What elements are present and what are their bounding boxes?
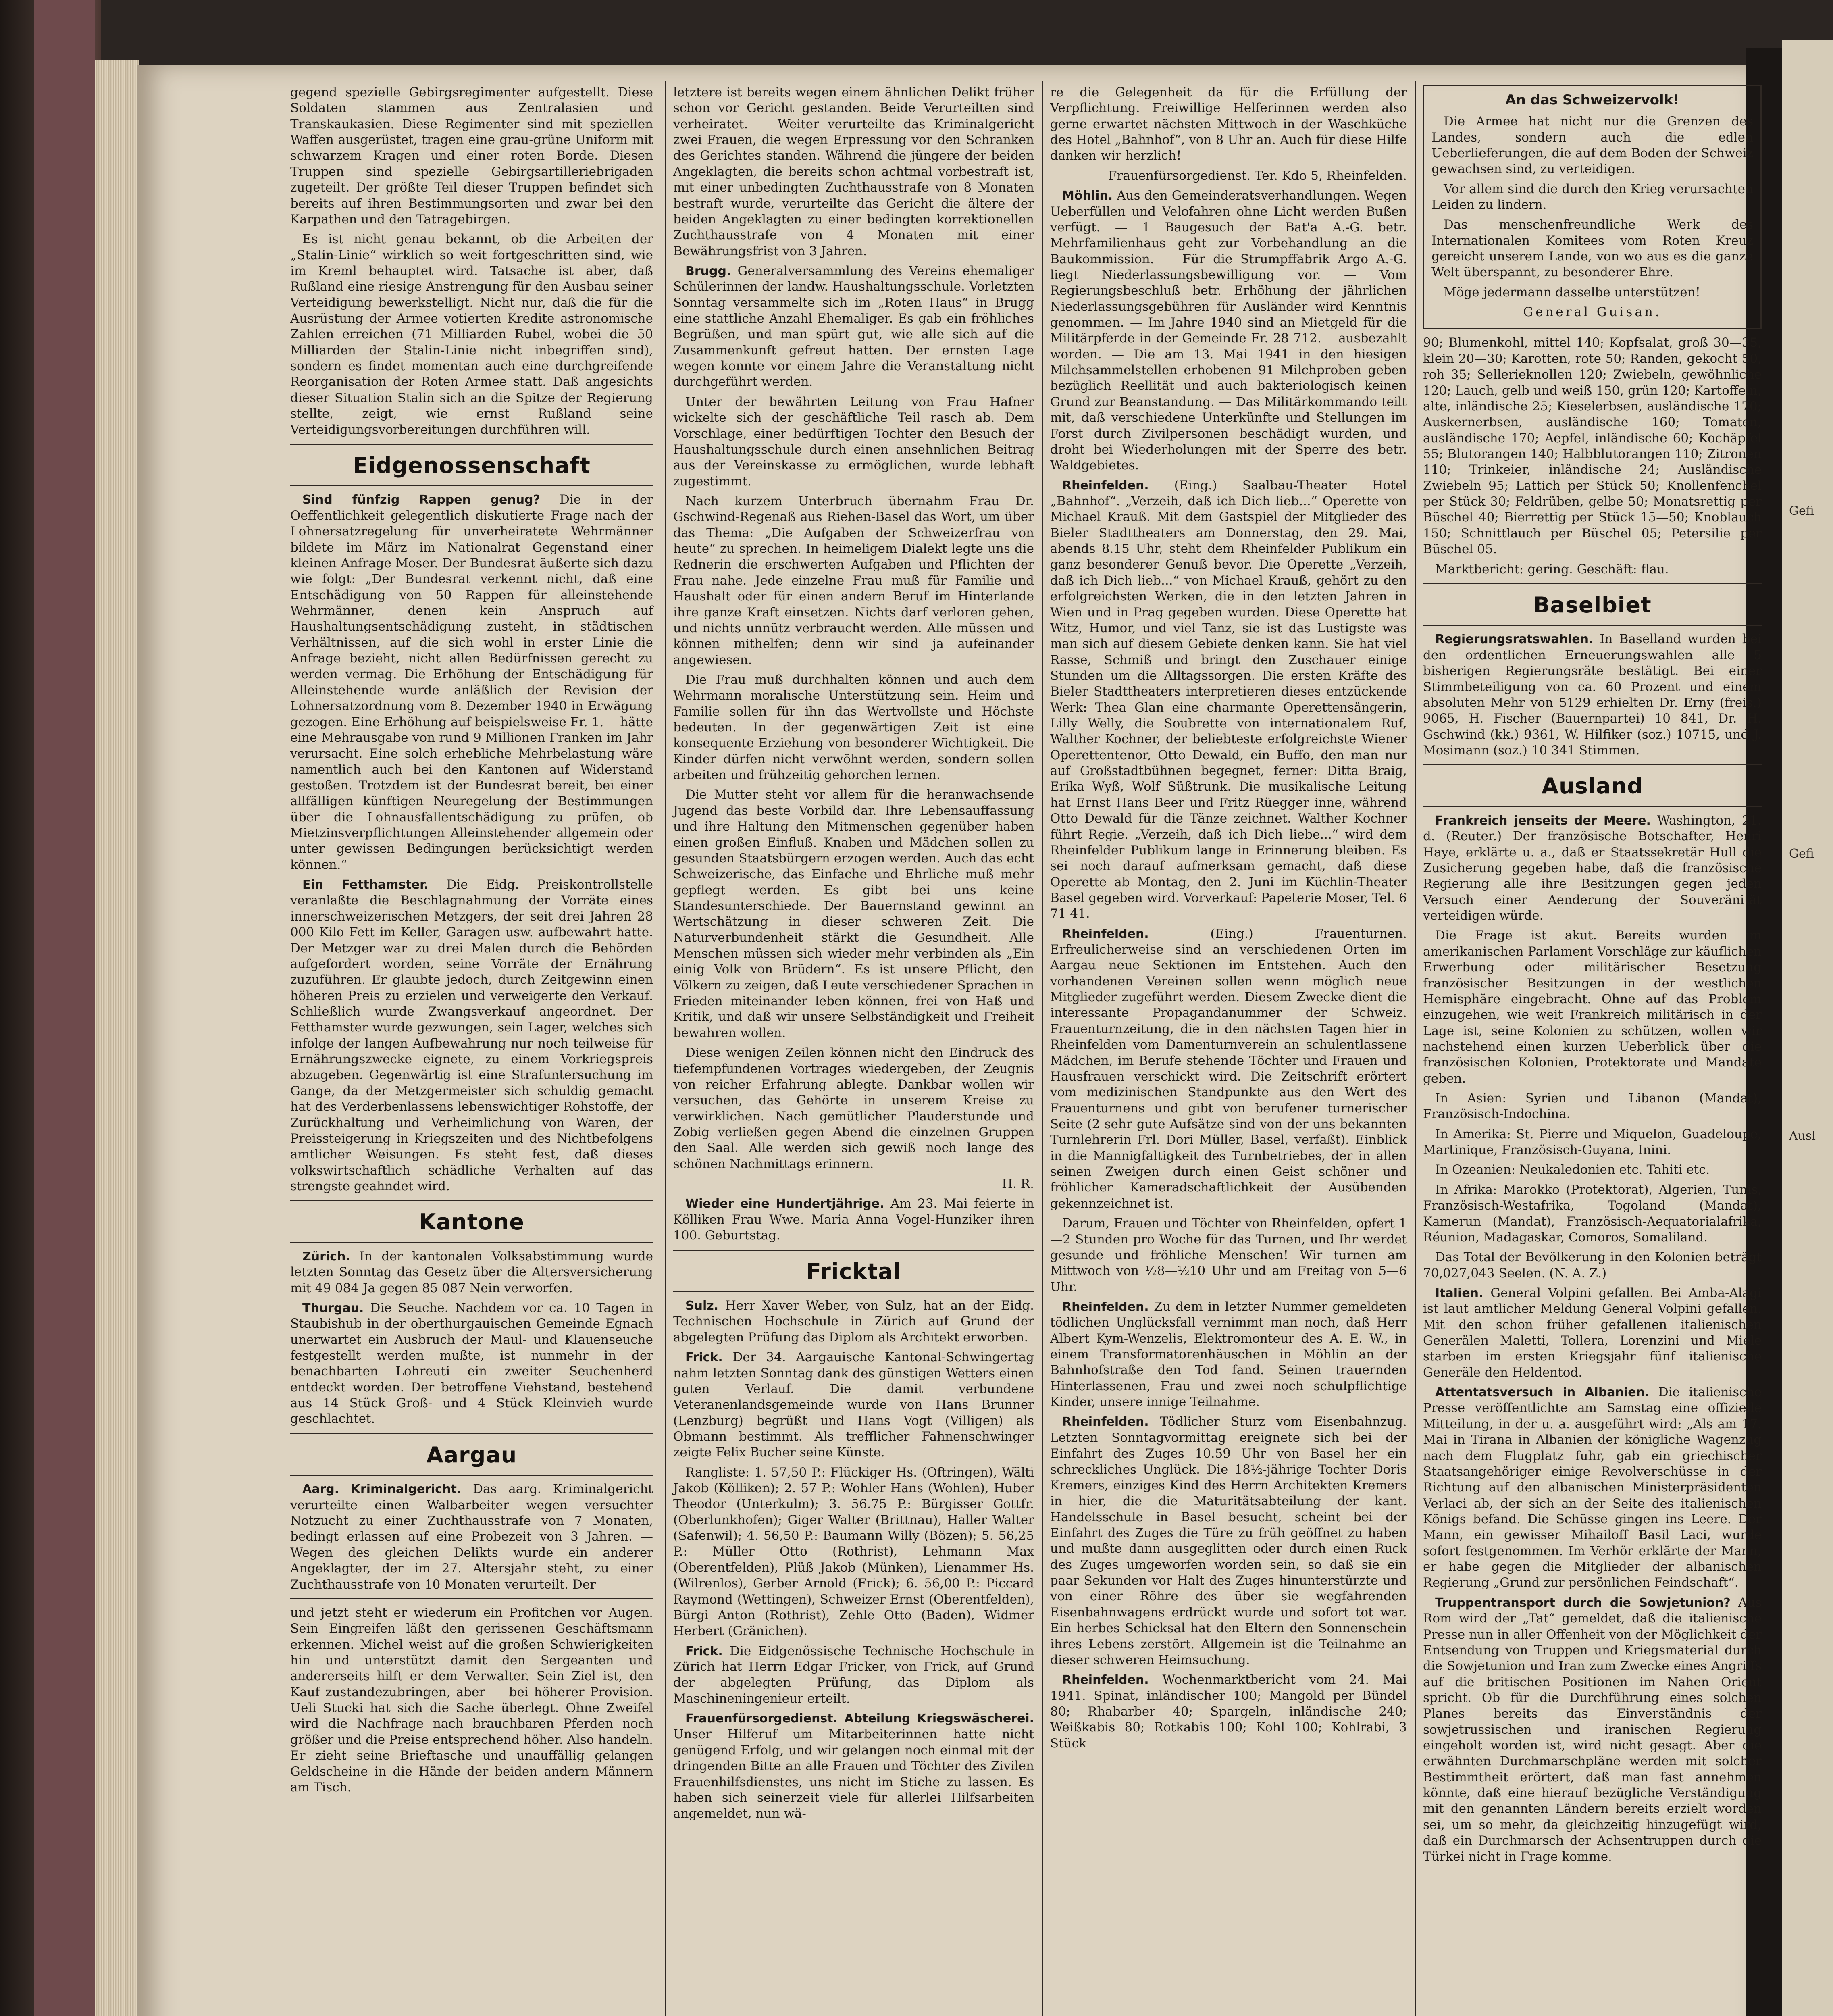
article-lead: Frankreich jenseits der Meere. xyxy=(1435,813,1651,828)
article-lead: Rheinfelden. xyxy=(1062,1415,1149,1429)
paragraph: Darum, Frauen und Töchter von Rheinfelden, opfert 1—2 Stunden pro Woche für das Turnen, und Ihr werdet gesunde und fröhliche Menschen! Wir turnen am Mittwoch von ½8—½10 Uhr und am Freitag von 5—6 Uhr. xyxy=(1050,1216,1407,1294)
page-stack-edge xyxy=(95,60,139,2016)
article-text: In Baselland wurden bei den ordentlichen Erneuerungswahlen alle 5 bisherigen Regierungsräte bestätigt. Bei einer Stimmbeteiligung von ca. 60 Prozent und einem absoluten Mehr von 5129 erhielten Dr. Erny (freis.) 9065, H. Fischer (Bauernpartei) 10 841, Dr. H. Gschwind (kk.) 9361, W. Hilfiker (soz.) 10715, und J. Mosimann (soz.) 10 341 Stimmen. xyxy=(1423,632,1762,758)
column-rule xyxy=(1042,81,1043,2016)
paragraph: In Amerika: St. Pierre und Miquelon, Guadeloupe, Martinique, Französisch-Guyana, Inini. xyxy=(1423,1127,1762,1158)
paragraph: Nach kurzem Unterbruch übernahm Frau Dr. Gschwind-Regenaß aus Riehen-Basel das Wort, um über das Thema: „Die Aufgaben der Schweizerfrau von heute“ zu sprechen. In heimeligem Dialekt legte uns die Rednerin die erschwerten Aufgaben und Pflichten der Frau nahe. Jede einzelne Frau muß für Familie und Haushalt oder für einen andern Beruf im Hinterlande ihre ganze Kraft einsetzen. Nichts darf verloren gehen, und nichts unnütz verbraucht werden. Alle müssen und können mithelfen; denn wir sind ja aufeinander angewiesen. xyxy=(673,494,1034,667)
divider xyxy=(1423,764,1762,765)
divider xyxy=(290,1475,653,1476)
paragraph: Das menschenfreundliche Werk des Internationalen Komitees vom Roten Kreuz gereicht unserem Lande, von wo aus es die ganze Welt überspannt, zu besonderer Ehre. xyxy=(1431,217,1753,280)
article-text: (Eing.) Saalbau-Theater Hotel „Bahnhof“. „Verzeih, daß ich Dich lieb...“ Operette von Michael Krauß. Mit dem Gastspiel der Mitglieder des Bieler Stadttheaters am Donnerstag, den 29. Mai, abends 8.15 Uhr, steht dem Rheinfelder Publikum ein ganz besonderer Genuß bevor. Die Operette „Verzeih, daß ich Dich lieb...“ von Michael Krauß, gehört zu den erfolgreichsten Werken, die in den letzten Jahren in Wien und in Prag gegeben wurden. Diese Operette hat Witz, Humor, und viel Tanz, sie ist das Lustigste was man sich auf diesem Gebiete denken kann. Sie hat viel Rasse, Schmiß und bringt den Zuschauer einige Stunden um die Alltagssorgen. Die ersten Kräfte des Bieler Stadttheaters interpretieren dieses entzückende Werk: Thea Glan eine charmante Operettensängerin, Lilly Welly, die Soubrette von internationalem Ruf, Walther Kochner, der beliebteste erfolgreichste Wiener Operettentenor, Otto Dewald, ein Buffo, den man nur auf Großstadtbühnen begegnet, ferner: Ditta Braig, Erika Wyß, Wolf Süßtrunk. Die musikalische Leitung hat Ernst Hans Beer und Fritz Rüegger inne, während Otto Dewald für die Tänze zeichnet. Walther Kochner führt Regie. „Verzeih, daß ich Dich liebe...“ wird dem Rheinfelder Publikum lange in Erinnerung bleiben. Es sei noch darauf aufmerksam gemacht, daß diese Operette ab Montag, den 2. Juni im Küchlin-Theater Basel gegeben wird. Vorverkauf: Papeterie Moser, Tel. 6 71 41. xyxy=(1050,478,1407,921)
article-text: (Eing.) Frauenturnen. Erfreulicherweise sind an verschiedenen Orten im Aargau neue Sektionen im Entstehen. Auch den vorhandenen Vereinen sollen wenn möglich neue Mitglieder zugeführt werden. Diesem Zwecke dient die interessante Propagandanummer der Schweiz. Frauenturnzeitung, die in den nächsten Tagen hier in Rheinfelden vom Damenturnverein an schulentlassene Mädchen, im Berufe stehende Töchter und Frauen und Hausfrauen verschickt wird. Die Zeitschrift erörtert vom medizinischen Standpunkte aus den Wert des Frauenturnens und gibt von berufener turnerischer Seite (2 sehr gute Aufsätze sind von der uns bekannten Turnlehrerin Frl. Dori Müller, Basel, verfaßt). Einblick in die Mannigfaltigkeit des Turnbetriebes, der in allen seinen Zweigen durch einen Geist schöner und fröhlicher Kameradschaftlichkeit der Ausübenden gekennzeichnet ist. xyxy=(1050,926,1407,1211)
article-text: Wochenmarktbericht vom 24. Mai 1941. Spinat, inländischer 100; Mangold per Bündel 80; Rhabarber 40; Spargeln, inländische 240; Weißkabis 80; Rotkabis 100; Kohl 100; Kohlrabi, 3 Stück xyxy=(1050,1672,1407,1751)
column-rule xyxy=(665,81,666,2016)
paragraph: und jetzt steht er wiederum ein Profitchen vor Augen. Sein Eingreifen läßt den gerissenen Geschäftsmann erkennen. Michel weist auf die großen Schwierigkeiten hin und unterstützt damit den Sergeanten und andererseits hilft er dem Verwalter. Sein Ziel ist, den Kauf zustandezubringen, aber — bei höherer Provision. Ueli Stucki hat sich die Sache überlegt. Ohne Zweifel wird die Nachfrage nach brauchbaren Pferden noch größer und die Preise entsprechend höher. Also handeln. Er zieht seine Brieftasche und unauffällig gelangen Geldscheine in die Hände der beiden andern Männern am Tisch. xyxy=(290,1605,653,1795)
paragraph: Möge jedermann dasselbe unterstützen! xyxy=(1444,285,1700,300)
article-text: Aus den Gemeinderatsverhandlungen. Wegen Ueberfüllen und Velofahren ohne Licht werden Bußen verfügt. — 1 Baugesuch der Bat'a A.-G. betr. Mehrfamilienhaus geht zur Vorbehandlung an die Baukommission. — Für die Strumpffabrik Argo A.-G. liegt Niederlassungsbewilligung vor. — Vom Regierungsbeschluß betr. Erhöhung der jährlichen Niederlassungsgebühren für Ausländer wird Kenntnis genommen. — Im Jahre 1940 sind an Mietgeld für die Militärpferde in der Gemeinde Fr. 28 712.— ausbezahlt worden. — Die am 13. Mai 1941 in den hiesigen Milchsammelstellen erhobenen 91 Milchproben geben bezüglich Reellität und auch bakteriologisch keinen Grund zur Beanstandung. — Das Militärkommando teilt mit, daß verschiedene Unterkünfte und Stellungen im Forst durch Zivilpersonen beschädigt wurden, und droht bei Wiederholungen mit der Sperre des betr. Waldgebietes. xyxy=(1050,188,1407,473)
article-lead: Frick. xyxy=(685,1644,723,1658)
author-signature: Frauenfürsorgedienst. Ter. Kdo 5, Rheinfelden. xyxy=(1108,168,1407,183)
paragraph: In Afrika: Marokko (Protektorat), Algerien, Tunis, Französisch-Westafrika, Togoland (Mandat), Kamerun (Mandat), Französisch-Aequatorialafrika, Réunion, Madagaskar, Comoros, Somaliland. xyxy=(1423,1182,1762,1245)
article-text: Die in der Oeffentlichkeit gelegentlich diskutierte Frage nach der Lohnersatzregelung für unverheiratete Wehrmänner bildete im März im Nationalrat Gegenstand einer kleinen Anfrage Moser. Der Bundesrat äußerte sich dazu wie folgt: „Der Bundesrat verkennt nicht, daß eine Entschädigung von 50 Rappen für alleinstehende Wehrmänner, denen kein Anspruch auf Haushaltungsentschädigung zusteht, in städtischen Verhältnissen, auf die sich wohl in erster Linie die Anfrage bezieht, nicht allen Bedürfnissen gerecht zu werden vermag. Die Erhöhung der Entschädigung für Alleinstehende wurde anläßlich der Revision der Lohnersatzordnung vom 8. Dezember 1940 in Erwägung gezogen. Eine Erhöhung auf beispielsweise Fr. 1.— hätte eine Mehrausgabe von rund 9 Millionen Franken im Jahr verursacht. Eine solch erhebliche Mehrbelastung wäre namentlich auch bei den Kantonen auf Widerstand gestoßen. Trotzdem ist der Bundesrat bereit, bei einer allfälligen künftigen Neuregelung der Bestimmungen über die Lohnausfallentschädigung zu prüfen, ob Mietzinsverpflichtungen Alleinstehender allgemein oder unter gewissen Bedingungen berücksichtigt werden können.“ xyxy=(290,492,653,872)
article-lead: Aarg. Kriminalgericht. xyxy=(302,1482,462,1497)
divider xyxy=(290,1242,653,1243)
article-text: In der kantonalen Volksabstimmung wurde letzten Sonntag das Gesetz über die Altersversicherung mit 49 084 Ja gegen 85 087 Nein verworfen. xyxy=(290,1249,653,1295)
article-text: Die Seuche. Nachdem vor ca. 10 Tagen in Staubishub in der oberthurgauischen Gemeinde Egnach unerwartet ein Ausbruch der Maul- und Klauenseuche festgestellt werden mußte, ist nunmehr in der benachbarten Lohreuti ein zweiter Seuchenherd entdeckt worden. Der betroffene Viehstand, bestehend aus 14 Stück Groß- und 4 Stück Kleinvieh wurde geschlachtet. xyxy=(290,1300,653,1427)
paragraph: Die Frau muß durchhalten können und auch dem Wehrmann moralische Unterstützung sein. Heim und Familie sollen für ihn das Wertvollste und Höchste bedeuten. In der gegenwärtigen Zeit ist eine konsequente Erziehung von besonderer Wichtigkeit. Die Kinder dürfen nicht verwöhnt werden, sondern sollen arbeiten und frühzeitig gehorchen lernen. xyxy=(673,672,1034,783)
paragraph: Marktbericht: gering. Geschäft: flau. xyxy=(1435,562,1669,577)
section-heading: Fricktal xyxy=(806,1258,901,1284)
article-lead: Sulz. xyxy=(685,1299,719,1313)
paragraph: re die Gelegenheit da für die Erfüllung der Verpflichtung. Freiwillige Helferinnen werden also gerne erwartet nächsten Mittwoch in der Waschküche des Hotel „Bahnhof“, von 8 Uhr an. Auch für diese Hilfe danken wir herzlich! xyxy=(1050,85,1407,163)
article-text: Der 34. Aargauische Kantonal-Schwingertag nahm letzten Sonntag dank des günstigen Wetters einen guten Verlauf. Die damit verbundene Veteranenlandsgemeinde wurde von Hans Brunner (Lenzburg) begrüßt und Hans Vogt (Villigen) als Obmann bestimmt. Als trefflicher Fahnenschwinger zeigte Felix Bucher seine Künste. xyxy=(673,1350,1034,1460)
article-lead: Regierungsratswahlen. xyxy=(1435,632,1594,647)
divider xyxy=(1423,625,1762,626)
article-text: Washington, 21. d. (Reuter.) Der französische Botschafter, Henri Haye, erklärte u. a., daß er Staatssekretär Hull die Zusicherung gegeben habe, daß die französische Regierung alle ihre Besitzungen gegen jeden Versuch einer Aenderung der Souveränität verteidigen würde. xyxy=(1423,813,1762,923)
paragraph: Unter der bewährten Leitung von Frau Hafner wickelte sich der geschäftliche Teil rasch ab. Dem Vorschlage, einer bedürftigen Tochter den Besuch der Haushaltungsschule durch einen ansehnlichen Beitrag aus der Vereinskasse zu ermöglichen, wurde lebhaft zugestimmt. xyxy=(673,394,1034,489)
paragraph: In Asien: Syrien und Libanon (Mandat), Französisch-Indochina. xyxy=(1423,1091,1762,1122)
column-1 xyxy=(290,85,653,1799)
article-lead: Attentatsversuch in Albanien. xyxy=(1435,1385,1650,1400)
column-3 xyxy=(1050,85,1407,1756)
paragraph: Das Total der Bevölkerung in den Kolonien beträgt 70,027,043 Seelen. (N. A. Z.) xyxy=(1423,1250,1762,1281)
article-lead: Frauenfürsorgedienst. Abteilung Kriegswäscherei. xyxy=(685,1712,1034,1726)
column-rule xyxy=(1415,81,1416,2016)
article-text: General Volpini gefallen. Bei Amba-Alagi ist laut amtlicher Meldung General Volpini gefallen. Mit den schon früher gefallenen italienischen Generälen Maletti, Tollera, Lorenzini und Miele starben im ersten Kriegsjahr fünf italienische Generäle den Heldentod. xyxy=(1423,1285,1762,1380)
paragraph: Die Frage ist akut. Bereits wurden im amerikanischen Parlament Vorschläge zur käuflichen Erwerbung oder militärischer Besetzung französischer Besitzungen in der westlichen Hemisphäre eingebracht. Ohne auf das Problem einzugehen, wie weit Frankreich militärisch in der Lage ist, seine Kolonien zu schützen, wollen wir nachstehend einen kurzen Ueberblick über die französischen Kolonien, Protektorate und Mandate geben. xyxy=(1423,928,1762,1086)
appeal-signature: General Guisan. xyxy=(1523,305,1662,320)
article-text: Die Eidgenössische Technische Hochschule in Zürich hat Herrn Edgar Fricker, von Frick, auf Grund der abgelegten Prüfung, das Diplom als Maschineningenieur erteilt. xyxy=(673,1643,1034,1706)
paragraph: Vor allem sind die durch den Krieg verursachten Leiden zu lindern. xyxy=(1431,181,1753,212)
column-4 xyxy=(1423,85,1762,1869)
binding-band xyxy=(34,0,95,2016)
article-lead: Rheinfelden. xyxy=(1062,1300,1149,1314)
article-text: Generalversammlung des Vereins ehemaliger Schülerinnen der landw. Haushaltungsschule. Vorletzten Sonntag versammelte sich im „Roten Haus“ in Brugg eine stattliche Anzahl Ehemaliger. Es gab ein fröhliches Begrüßen, und man spürt gut, wie alle sich auf die Zusammenkunft gefreut hatten. Der ernsten Lage wegen konnte vor einem Jahre die Veranstaltung nicht durchgeführt werden. xyxy=(673,263,1034,389)
article-lead: Rheinfelden. xyxy=(1062,927,1149,941)
article-text: Die italienische Presse veröffentlichte am Samstag eine offizielle Mitteilung, in der u. a. ausgeführt wird: „Als am 17. Mai in Tirana in Albanien der königliche Wagenzug nach dem Flugplatz fuhr, gab ein griechischer Staatsangehöriger einige Revolverschüsse in der Richtung auf den albanischen Ministerpräsidenten Verlaci ab, der sich an der Seite des italienischen Königs befand. Die Schüsse gingen ins Leere. Der Mann, ein gewisser Mihailoff Basil Laci, wurde sofort festgenommen. Im Verhör erklärte der Mann, er habe gegen die Mitglieder der albanischen Regierung „Grund zur persönlichen Feindschaft“. xyxy=(1423,1385,1762,1590)
adjacent-page-fragment xyxy=(1782,40,1833,2016)
section-heading: Baselbiet xyxy=(1533,592,1652,618)
article-text: Zu dem in letzter Nummer gemeldeten tödlichen Unglücksfall vernimmt man noch, daß Herr Albert Kym-Wenzelis, Elektromonteur des A. E. W., in einem Transformatorenhäuschen in Möhlin an der Bahnhofstraße den Tod fand. Seinen trauernden Hinterlassenen, Frau und zwei noch schulpflichtige Kinder, unsere innige Teilnahme. xyxy=(1050,1299,1407,1410)
appeal-box xyxy=(1423,85,1762,329)
author-signature: H. R. xyxy=(1002,1177,1034,1191)
article-lead: Möhlin. xyxy=(1062,189,1113,203)
article-text: Tödlicher Sturz vom Eisenbahnzug. Letzten Sonntagvormittag ereignete sich bei der Einfahrt des Zuges 10.59 Uhr von Basel her ein schreckliches Unglück. Die 18½-jährige Tochter Doris Kremers, einziges Kind des Herrn Architekten Kremers in hier, die die Maturitätsabteilung der kant. Handelsschule in Basel besucht, scheint bei der Einfahrt des Zuges die Türe zu früh geöffnet zu haben und mußte dann ausgeglitten oder durch einen Ruck des Zuges umgeworfen worden sein, so daß sie ein paar Sekunden vor Halt des Zuges hinunterstürzte und von einer Röhre des über sie wegfahrenden Eisenbahnwagens erdrückt wurde und sofort tot war. Ein herbes Schicksal hat den Eltern den Sonnenschein ihres Lebens zerstört. Allgemein ist die Teilnahme an dieser schweren Heimsuchung. xyxy=(1050,1414,1407,1667)
article-lead: Frick. xyxy=(685,1350,723,1365)
paragraph: Rangliste: 1. 57,50 P.: Flückiger Hs. (Oftringen), Wälti Jakob (Kölliken); 2. 57 P.: Wohler Hans (Wohlen), Huber Theodor (Unterkulm); 3. 56.75 P.: Bürgisser Gottfr. (Oberlunkhofen); Giger Walter (Brittnau), Haller Walter (Safenwil); 4. 56,50 P.: Baumann Willy (Bözen); 5. 56,25 P.: Müller Otto (Rothrist), Lehmann Max (Oberentfelden), Plüß Jakob (Münken), Lienammer Hs. (Wilrenlos), Gerber Arnold (Frick); 6. 56,00 P.: Piccard Raymond (Wettingen), Schweizer Ernst (Oberentfelden), Bürgi Anton (Rothrist), Zehle Otto (Baden), Widmer Herbert (Gränichen). xyxy=(673,1465,1034,1639)
paragraph: Es ist nicht genau bekannt, ob die Arbeiten der „Stalin-Linie“ wirklich so weit fortgeschritten sind, wie im Kreml behauptet wird. Tatsache ist aber, daß Rußland eine riesige Anstrengung für den Ausbau seiner Verteidigung bewerkstelligt. Nicht nur, daß die für die Ausrüstung der Armee votierten Kredite astronomische Zahlen erreichen (71 Milliarden Rubel, wobei die 50 Milliarden der Stalin-Linie nicht inbegriffen sind), sondern es findet momentan auch eine durchgreifende Reorganisation der Roten Armee statt. Daß angesichts dieser Situation Stalin sich an die Spitze der Regierung stellte, zeigt, wie ernst Rußland seine Verteidigungsvorbereitungen durchführen will. xyxy=(290,232,653,437)
paragraph: letztere ist bereits wegen einem ähnlichen Delikt früher schon vor Gericht gestanden. Beide Verurteilten sind verheiratet. — Weiter verurteilte das Kriminalgericht zwei Frauen, die wegen Erpressung vor den Schranken des Gerichtes standen. Während die jüngere der beiden Angeklagten, die bereits schon achtmal vorbestraft ist, mit einer unbedingten Zuchthausstrafe von 8 Monaten bestraft wurde, verurteilte das Gericht die ältere der beiden Angeklagten zu einer bedingten korrektionellen Zuchthausstrafe von 4 Monaten mit einer Bewährungsfrist von 3 Jahren. xyxy=(673,85,1034,258)
divider xyxy=(1423,806,1762,807)
article-lead: Truppentransport durch die Sowjetunion? xyxy=(1435,1595,1731,1610)
section-heading: Ausland xyxy=(1542,773,1643,799)
divider xyxy=(290,485,653,486)
section-heading: Aargau xyxy=(426,1442,517,1468)
article-lead: Ein Fetthamster. xyxy=(302,878,429,892)
divider xyxy=(290,1598,653,1599)
divider xyxy=(290,1200,653,1201)
article-text: Unser Hilferuf um Mitarbeiterinnen hatte nicht genügend Erfolg, und wir gelangen noch einmal mit der dringenden Bitte an alle Frauen und Töchter des Zivilen Frauenhilfsdienstes, uns nicht im Stiche zu lassen. Es haben sich seinerzeit viele für allerlei Hilfsarbeiten angemeldet, nun wä- xyxy=(673,1727,1034,1821)
article-text: Am 23. Mai feierte in Kölliken Frau Wwe. Maria Anna Vogel-Hunziker ihren 100. Geburtstag. xyxy=(673,1196,1034,1243)
appeal-title: An das Schweizervolk! xyxy=(1505,92,1679,108)
article-lead: Rheinfelden. xyxy=(1062,1673,1149,1687)
adjacent-text: Gefi xyxy=(1789,504,1814,518)
paragraph: Die Mutter steht vor allem für die heranwachsende Jugend das beste Vorbild dar. Ihre Lebensauffassung und ihre Haltung den Mitmenschen gegenüber haben einen großen Einfluß. Knaben und Mädchen sollen zu gesunden Staatsbürgern erzogen werden. Auch das echt Schweizerische, das Einfache und Ehrliche muß mehr gepflegt werden. Es gibt bei uns keine Standesunterschiede. Der Bauernstand gewinnt an Wertschätzung in dieser schweren Zeit. Die Naturverbundenheit stärkt die Gesundheit. Alle Menschen müssen sich wieder mehr verbinden als „Ein einig Volk von Brüdern“. Es ist unsere Pflicht, den Völkern zu zeigen, daß Leute verschiedener Sprachen in Frieden miteinander leben können, frei von Haß und Kritik, und daß wir unsere Selbständigkeit und Freiheit bewahren wollen. xyxy=(673,787,1034,1040)
article-text: Die Eidg. Preiskontrollstelle veranlaßte die Beschlagnahmung der Vorräte eines innerschweizerischen Metzgers, der seit drei Jahren 28 000 Kilo Fett im Keller, Garagen usw. aufbewahrt hatte. Der Metzger war zu drei Malen durch die Behörden aufgefordert worden, seine Vorräte der Ernährung zuzuführen. Er glaubte jedoch, durch Zeitgewinn einen höheren Preis zu erzielen und verweigerte den Verkauf. Schließlich wurde Zwangsverkauf angeordnet. Der Fetthamster wurde gezwungen, sein Lager, welches sich infolge der langen Aufbewahrung nur noch teilweise für Ernährungszwecke eignete, zu einem Vorkriegspreis abzugeben. Gegenwärtig ist eine Strafuntersuchung im Gange, da der Metzgermeister sich schuldig gemacht hat des Verderbenlassens lebenswichtiger Rohstoffe, der Zurückhaltung und Verheimlichung von Waren, der Preissteigerung in Kriegszeiten und des Nichtbefolgens amtlicher Weisungen. Es steht fest, daß dieses volkswirtschaftlich schädliche Verhalten auf das strengste geahndet wird. xyxy=(290,877,653,1193)
column-2 xyxy=(673,85,1034,1826)
article-text: Das aarg. Kriminalgericht verurteilte einen Walbarbeiter wegen versuchter Notzucht zu einer Zuchthausstrafe von 7 Monaten, bedingt erlassen auf eine Probezeit von 3 Jahren. — Wegen des gleichen Delikts wurde ein anderer Angeklagter, der im 27. Altersjahr steht, zu einer Zuchthausstrafe von 10 Monaten verurteilt. Der xyxy=(290,1482,653,1592)
article-lead: Thurgau. xyxy=(302,1301,364,1315)
article-lead: Sind fünfzig Rappen genug? xyxy=(302,493,540,507)
section-heading: Eidgenossenschaft xyxy=(353,452,591,478)
adjacent-text: Gefi xyxy=(1789,847,1814,861)
article-text: Aus Rom wird der „Tat“ gemeldet, daß die italienische Presse nun in aller Offenheit von der Möglichkeit der Entsendung von Truppen und Kriegsmaterial durch die Sowjetunion und Iran zum Zwecke eines Angriffs auf die britischen Positionen im Nahen Orient spricht. Ob für die Durchführung eines solchen Planes bereits das Einverständnis der sowjetrussischen und iranischen Regierung eingeholt worden ist, wird nicht gesagt. Aber die erwähnten Durchmarschpläne werden mit solcher Bestimmtheit erörtert, daß man fast annehmen könnte, daß eine hierauf bezügliche Verständigung mit den genannten Ländern bereits erzielt worden sei, um so mehr, da gleichzeitig hinzugefügt wird, daß ein Durchmarsch der Achsentruppen durch die Türkei nicht in Frage komme. xyxy=(1423,1595,1762,1864)
paragraph: Die Armee hat nicht nur die Grenzen des Landes, sondern auch die edlen Ueberlieferungen, die auf dem Boden der Schweiz gewachsen sind, zu verteidigen. xyxy=(1431,114,1753,177)
section-heading: Kantone xyxy=(419,1209,524,1235)
divider xyxy=(673,1291,1034,1292)
article-lead: Italien. xyxy=(1435,1286,1483,1300)
article-lead: Rheinfelden. xyxy=(1062,478,1149,493)
paragraph: Diese wenigen Zeilen können nicht den Eindruck des tiefempfundenen Vortrages wiedergeben, der Zeugnis von reicher Erfahrung ablegte. Dankbar wollen wir versuchen, das Gehörte in unserem Kreise zu verwirklichen. Nach gemütlicher Plauderstunde und Zobig verließen gegen Abend die einzelnen Gruppen den Saal. Alle werden sich gewiß noch lange des schönen Nachmittags erinnern. xyxy=(673,1045,1034,1171)
article-lead: Brugg. xyxy=(685,264,731,278)
divider xyxy=(290,1433,653,1434)
article-lead: Zürich. xyxy=(302,1249,350,1264)
divider xyxy=(673,1250,1034,1251)
paragraph: gegend spezielle Gebirgsregimenter aufgestellt. Diese Soldaten stammen aus Zentralasien und Transkaukasien. Diese Regimenter sind mit speziellen Waffen ausgerüstet, tragen eine grau-grüne Uniform mit schwarzem Kragen und einer roten Borde. Diesen Truppen sind spezielle Gebirgsartilleriebrigaden zugeteilt. Der größte Teil dieser Truppen befindet sich bereits auf ihren Bestimmungsorten und zwar bei den Karpathen und den Tatragebirgen. xyxy=(290,85,653,227)
article-text: Herr Xaver Weber, von Sulz, hat an der Eidg. Technischen Hochschule in Zürich auf Grund der abgelegten Prüfung das Diplom als Architekt erworben. xyxy=(673,1298,1034,1345)
divider xyxy=(290,444,653,445)
article-lead: Wieder eine Hundertjährige. xyxy=(685,1197,884,1211)
adjacent-text: Ausl xyxy=(1789,1129,1816,1143)
divider xyxy=(1423,583,1762,584)
market-prices: 90; Blumenkohl, mittel 140; Kopfsalat, groß 30—35, klein 20—30; Karotten, rote 50; Randen, gekocht 50, roh 35; Sellerieknollen 120; Zwiebeln, gewöhnliche 120; Lauch, gelb und weiß 150, grün 120; Kartoffeln, alte, inländische 25; Kieselerbsen, ausländische 170; Auskernerbsen, ausländische 160; Tomaten, ausländische 170; Aepfel, inländische 60; Kochäpfel 55; Blutorangen 140; Halbblutorangen 110; Zitronen 110; Trinkeier, inländische 24; Ausländische Zwiebeln 95; Lattich per Stück 50; Knollenfenchel per Stück 30; Feldrüben, gelbe 50; Monatsrettig per Büschel 40; Bierrettig per Stück 15—50; Knoblauch 150; Schnittlauch per Büschel 05; Petersilie per Büschel 05. xyxy=(1423,335,1762,557)
paragraph: In Ozeanien: Neukaledonien etc. Tahiti etc. xyxy=(1435,1162,1710,1177)
